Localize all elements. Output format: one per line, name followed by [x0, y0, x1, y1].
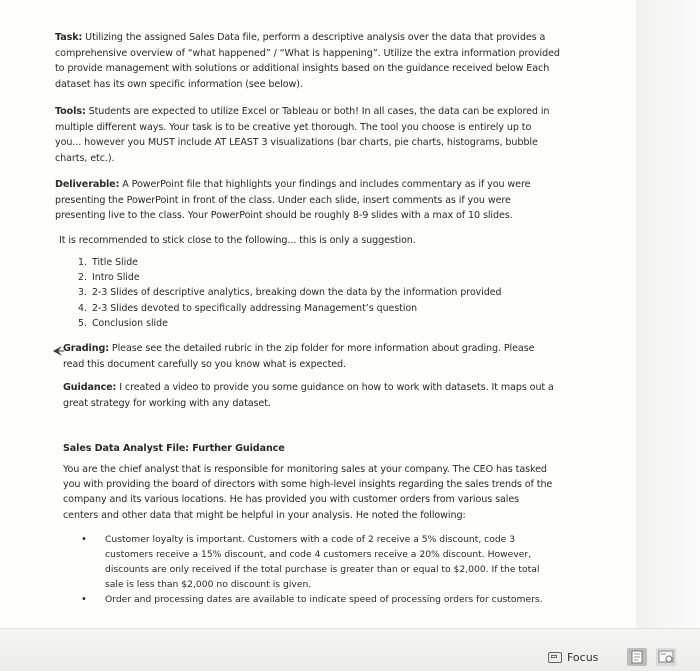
list-item: 3. 2-3 Slides of descriptive analytics, breaking down the data by the information provided	[78, 287, 502, 299]
guidance-label: Guidance:	[63, 382, 117, 393]
grading-paragraph	[63, 341, 557, 372]
slides-list	[70, 255, 530, 331]
list-item: • Customer loyalty is important. Customers with a code of 2 receive a 5% discount, code 3 customers receive a 15% discount, and code 4 customers receive a 20% discount. However, discounts are only received if the total purchase is greater than or equal to $2,000. If the total sale is less than $2,000 no discount is given.	[81, 534, 540, 590]
tools-text: Students are expected to utilize Excel or Tableau or both! In all cases, the data can be explored in multiple different ways. Your task is to be creative yet thorough. The tool you choose is entirely up to you... however you MUST include AT LEAST 3 visualizations (bar charts, pie charts, histograms, bubble charts, etc.).	[55, 106, 550, 164]
deliverable-label: Deliverable:	[55, 179, 120, 190]
deliverable-text: A PowerPoint file that highlights your findings and includes commentary as if you were presenting the PowerPoint in front of the class. Under each slide, insert comments as if you were presenting live to the class. Your PowerPoint should be roughly 8-9 slides with a max of 10 slides.	[55, 179, 531, 222]
grading-text: Please see the detailed rubric in the zip folder for more information about grading. Please read this document carefully so you know what is expected.	[63, 343, 535, 370]
print-layout-icon	[627, 648, 647, 666]
web-layout-button[interactable]	[656, 648, 676, 666]
guidance-paragraph	[63, 380, 557, 411]
focus-mode-button[interactable]	[548, 648, 598, 666]
task-label: Task:	[55, 32, 83, 43]
grading-label: Grading:	[63, 343, 109, 354]
further-intro-text: You are the chief analyst that is responsible for monitoring sales at your company. The CEO has tasked you with providing the board of directors with some high-level insights regarding the sales trends of the company and its various locations. He has provided you with customer orders from various sales centers and other data that might be helpful in your analysis. He noted the following:	[63, 464, 553, 521]
list-item: 2. Intro Slide	[78, 272, 140, 284]
list-item: 5. Conclusion slide	[78, 317, 168, 329]
task-text: Utilizing the assigned Sales Data file, perform a descriptive analysis over the data that provides a comprehensive overview of “what happened” / “What is happening”. Utilize the extra information provided to provide management with solutions or additional insights based on the guidance received below Each dataset has its own specific information (see below).	[55, 32, 560, 90]
focus-icon	[548, 652, 562, 663]
list-item: 4. 2-3 Slides devoted to specifically addressing Management’s question	[78, 302, 418, 314]
task-paragraph	[55, 30, 560, 92]
tools-label: Tools:	[55, 106, 86, 117]
list-item: • Order and processing dates are available to indicate speed of processing orders for customers.	[81, 594, 543, 605]
print-layout-button[interactable]	[627, 648, 647, 666]
further-guidance-heading: Sales Data Analyst File: Further Guidance	[63, 443, 285, 454]
web-layout-icon	[656, 648, 676, 666]
deliverable-paragraph	[55, 177, 545, 224]
page-gutter	[636, 0, 700, 628]
recommendation-text: It is recommended to stick close to the following... this is only a suggestion.	[59, 235, 416, 246]
list-item: 1. Title Slide	[78, 257, 138, 268]
guidance-bullets	[81, 532, 550, 607]
focus-label: Focus	[567, 650, 599, 664]
guidance-text: I created a video to provide you some guidance on how to work with datasets. It maps out a great strategy for working with any dataset.	[63, 382, 554, 409]
tools-paragraph	[55, 104, 560, 166]
